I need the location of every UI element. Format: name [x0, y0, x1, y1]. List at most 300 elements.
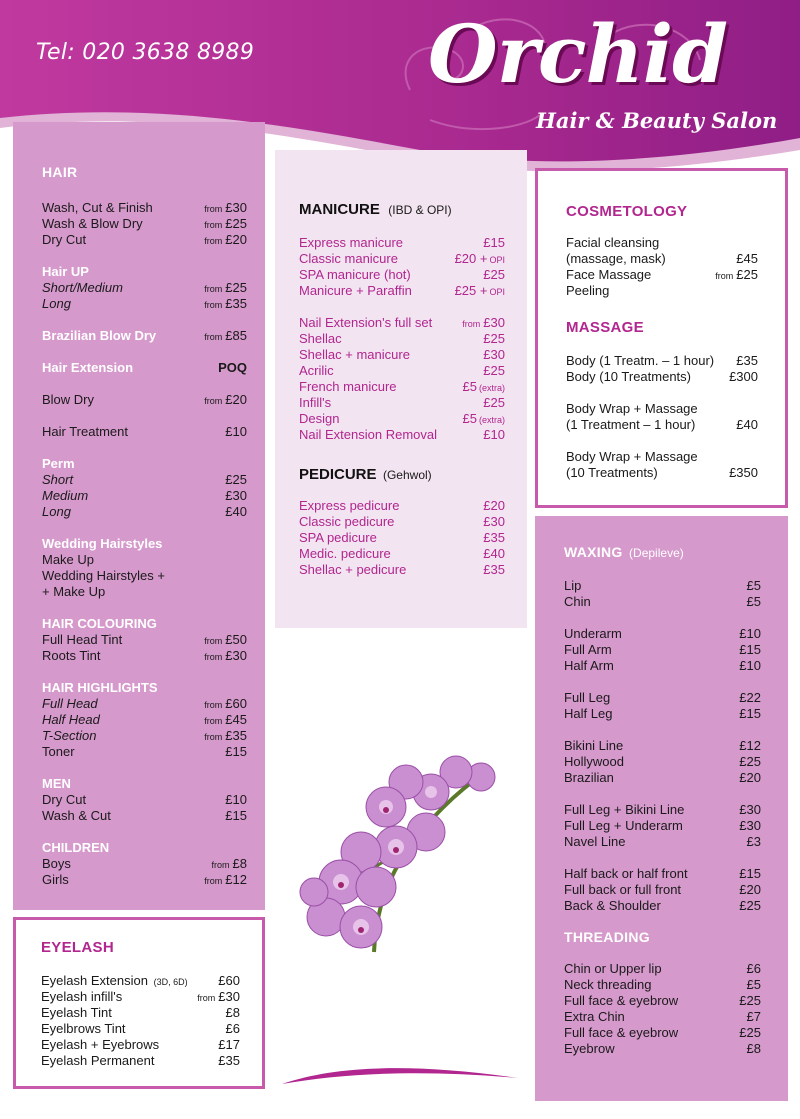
service-name: Roots Tint [42, 648, 101, 663]
price-value: £60 [225, 696, 247, 711]
massage-title: MASSAGE [566, 319, 644, 336]
price-value: £35 [736, 353, 758, 368]
price-row [42, 856, 247, 872]
service-name: Short [42, 472, 74, 487]
service-name: Eyelash Extension (3D, 6D) [41, 973, 188, 988]
service-price [739, 802, 761, 818]
spacer [42, 440, 247, 456]
price-value: £35 [483, 530, 505, 545]
price-value: £20 [739, 882, 761, 897]
price-row [299, 395, 505, 411]
price-row [299, 498, 505, 514]
service-price [739, 754, 761, 770]
price-row [41, 989, 240, 1005]
price-value: £5 [462, 411, 477, 426]
price-value: £35 [218, 1053, 240, 1068]
service-price [225, 472, 247, 488]
service-name: (massage, mask) [566, 251, 666, 266]
price-row [299, 251, 505, 267]
hair-price-list [42, 200, 247, 888]
service-price [226, 1005, 240, 1021]
price-row [564, 802, 761, 818]
pedicure-price-list [299, 498, 505, 578]
price-value: £15 [739, 642, 761, 657]
service-price [739, 882, 761, 898]
price-row [564, 642, 761, 658]
service-price [739, 770, 761, 786]
service-price [729, 465, 758, 481]
price-row [566, 235, 758, 251]
service-price [225, 424, 247, 440]
cosmetology-price-list [566, 235, 758, 299]
price-row [564, 961, 761, 977]
price-row [566, 267, 758, 283]
price-value: £30 [483, 347, 505, 362]
service-name: Half Arm [564, 658, 614, 673]
price-row [42, 872, 247, 888]
price-row [299, 562, 505, 578]
service-name: Chin [564, 594, 591, 609]
price-value: £25 [483, 331, 505, 346]
service-name: Classic pedicure [299, 514, 395, 529]
price-value: £25 [483, 267, 505, 282]
from-label: from [204, 220, 223, 230]
service-price [483, 514, 505, 530]
service-name: Infill's [299, 395, 332, 410]
price-row [564, 770, 761, 786]
price-value: £30 [739, 818, 761, 833]
price-row [42, 424, 247, 440]
manicure-title: MANICURE [299, 201, 380, 218]
service-name: Chin or Upper lip [564, 961, 662, 976]
service-price [483, 363, 505, 379]
service-name: Make Up [42, 552, 95, 567]
service-price [455, 251, 505, 268]
hair-group-title: MEN [42, 776, 71, 791]
price-value: £25 + [454, 283, 488, 298]
service-price [483, 235, 505, 251]
service-name: Eyelbrows Tint [41, 1021, 126, 1036]
price-value: £40 [225, 504, 247, 519]
price-row [564, 834, 761, 850]
service-price [463, 379, 505, 396]
price-value: £30 [225, 488, 247, 503]
service-name: Blow Dry [42, 392, 95, 407]
price-row [42, 728, 247, 744]
service-price [739, 898, 761, 914]
price-value: £5 [462, 379, 477, 394]
price-row [564, 882, 761, 898]
price-row [42, 328, 247, 344]
service-price [225, 504, 247, 520]
price-row [42, 200, 247, 216]
brand-tagline: Hair & Beauty Salon [536, 108, 778, 133]
price-row [566, 449, 758, 465]
price-value: £25 [739, 993, 761, 1008]
price-row [42, 792, 247, 808]
price-value: £5 [746, 977, 761, 992]
price-value: £10 [739, 658, 761, 673]
service-price [483, 267, 505, 283]
service-name: Acrilic [299, 363, 334, 378]
service-price [204, 632, 247, 649]
service-price [736, 417, 758, 433]
price-row [41, 1053, 240, 1069]
service-name: Medium [42, 488, 89, 503]
price-row [42, 648, 247, 664]
price-row [564, 818, 761, 834]
service-name: Girls [42, 872, 69, 887]
price-row [564, 993, 761, 1009]
price-row [299, 427, 505, 443]
service-name: Shellac + pedicure [299, 562, 407, 577]
spacer [566, 433, 758, 449]
service-price [747, 578, 761, 594]
price-row [564, 706, 761, 722]
service-price [197, 989, 240, 1006]
spacer [566, 385, 758, 401]
service-price [729, 369, 758, 385]
price-row [42, 584, 247, 600]
price-value: £25 [483, 395, 505, 410]
service-price [204, 872, 247, 889]
service-name: Design [299, 411, 340, 426]
service-price [225, 808, 247, 824]
price-value: £50 [225, 632, 247, 647]
service-note: (3D, 6D) [153, 977, 188, 987]
spacer [42, 824, 247, 840]
price-value: £45 [225, 712, 247, 727]
price-value: £30 [218, 989, 240, 1004]
price-value: £10 [483, 427, 505, 442]
price-value: £12 [225, 872, 247, 887]
service-name: Eyelash infill's [41, 989, 123, 1004]
service-name: Body Wrap + Massage [566, 401, 698, 416]
service-price [739, 706, 761, 722]
service-price [483, 530, 505, 546]
price-row [299, 514, 505, 530]
service-name: Short/Medium [42, 280, 123, 295]
price-value: £30 [225, 200, 247, 215]
pedicure-heading [299, 466, 505, 484]
service-name: Manicure + Paraffin [299, 283, 412, 298]
price-row [42, 232, 247, 248]
price-value: £20 [225, 232, 247, 247]
price-row [42, 472, 247, 488]
service-name: Wash & Blow Dry [42, 216, 143, 231]
service-price [739, 658, 761, 674]
service-name: Full back or full front [564, 882, 682, 897]
service-price [483, 498, 505, 514]
service-price [739, 626, 761, 642]
price-row [42, 696, 247, 712]
service-name: Dry Cut [42, 232, 87, 247]
price-value: £10 [225, 792, 247, 807]
price-row [42, 504, 247, 520]
service-name: Underarm [564, 626, 622, 641]
price-row [566, 251, 758, 267]
from-label: from [204, 204, 223, 214]
service-name: (1 Treatment – 1 hour) [566, 417, 696, 432]
service-price [747, 961, 761, 977]
price-row [299, 267, 505, 283]
price-row [564, 658, 761, 674]
price-row [41, 973, 240, 989]
service-price [218, 1037, 240, 1053]
price-value: £5 [746, 594, 761, 609]
price-row [299, 379, 505, 395]
service-price [483, 427, 505, 443]
from-label: from [204, 652, 223, 662]
service-price [747, 1041, 761, 1057]
price-row [566, 369, 758, 385]
price-note: OPI [489, 287, 505, 297]
service-name: SPA manicure (hot) [299, 267, 411, 282]
service-price [739, 738, 761, 754]
service-name: Peeling [566, 283, 610, 298]
price-row [42, 216, 247, 232]
threading-title: THREADING [564, 929, 650, 945]
service-name: Express manicure [299, 235, 404, 250]
price-value: £35 [483, 562, 505, 577]
price-value: £10 [739, 626, 761, 641]
service-price [212, 856, 247, 873]
service-name: Full Leg [564, 690, 611, 705]
manicure-price-list [299, 235, 505, 443]
price-value: £20 + [454, 251, 488, 266]
price-row [299, 283, 505, 299]
service-name: Wash & Cut [42, 808, 111, 823]
service-name: (10 Treatments) [566, 465, 658, 480]
price-note: (extra) [478, 383, 505, 393]
price-value: £35 [225, 728, 247, 743]
price-row [41, 1005, 240, 1021]
price-row [42, 568, 247, 584]
price-value: £20 [739, 770, 761, 785]
threading-price-list [564, 961, 761, 1057]
service-name: Body Wrap + Massage [566, 449, 698, 464]
price-row [42, 280, 247, 296]
price-row [42, 296, 247, 312]
service-name: Full Leg + Underarm [564, 818, 683, 833]
from-label: from [204, 396, 223, 406]
service-price [204, 648, 247, 665]
price-value: £6 [225, 1021, 240, 1036]
price-value: £3 [746, 834, 761, 849]
service-name: Back & Shoulder [564, 898, 661, 913]
price-value: £7 [746, 1009, 761, 1024]
price-row [42, 392, 247, 408]
service-name: Brazilian Blow Dry [42, 328, 157, 343]
price-note: OPI [489, 255, 505, 265]
eyelash-title: EYELASH [41, 939, 114, 956]
price-row [564, 594, 761, 610]
hair-panel [13, 122, 265, 910]
service-price [483, 347, 505, 363]
spacer [564, 674, 761, 690]
price-row [299, 331, 505, 347]
from-label: from [204, 636, 223, 646]
service-price [218, 1053, 240, 1069]
service-price [455, 283, 505, 300]
price-value: £25 [225, 472, 247, 487]
price-row [299, 411, 505, 427]
service-price [747, 834, 761, 850]
from-label: from [462, 319, 481, 329]
price-row [566, 417, 758, 433]
service-price [204, 200, 247, 217]
service-name: Body (1 Treatm. – 1 hour) [566, 353, 715, 368]
spacer [42, 376, 247, 392]
service-name: Wash, Cut & Finish [42, 200, 153, 215]
from-label: from [197, 993, 216, 1003]
spacer [564, 850, 761, 866]
decorative-swoosh [280, 1062, 520, 1088]
service-price [736, 251, 758, 267]
price-row [299, 546, 505, 562]
service-name: Neck threading [564, 977, 652, 992]
service-price [204, 728, 247, 745]
service-name: Full Arm [564, 642, 612, 657]
service-name: T-Section [42, 728, 97, 743]
price-row [566, 401, 758, 417]
service-price [715, 267, 758, 284]
from-label: from [715, 271, 734, 281]
price-row [42, 744, 247, 760]
service-name: Boys [42, 856, 71, 871]
service-name: Classic manicure [299, 251, 398, 266]
service-price [739, 1025, 761, 1041]
service-name: Full Head [42, 696, 98, 711]
orchid-flower-illustration [286, 752, 501, 957]
spacer [42, 664, 247, 680]
service-price [225, 792, 247, 808]
price-value: £17 [218, 1037, 240, 1052]
spacer [42, 760, 247, 776]
hair-group-title: Perm [42, 456, 75, 471]
price-value: £30 [225, 648, 247, 663]
service-name: + Make Up [42, 584, 106, 599]
from-label: from [204, 332, 223, 342]
price-row [299, 347, 505, 363]
price-row [564, 738, 761, 754]
service-name: Face Massage [566, 267, 652, 282]
service-name: Long [42, 296, 71, 311]
price-value: £12 [739, 738, 761, 753]
price-row [42, 488, 247, 504]
price-value: £25 [736, 267, 758, 282]
price-row [42, 808, 247, 824]
service-name: Medic. pedicure [299, 546, 391, 561]
spacer [564, 786, 761, 802]
price-value: £25 [739, 898, 761, 913]
service-name: Facial cleansing [566, 235, 660, 250]
price-value: £5 [746, 578, 761, 593]
price-row [42, 360, 247, 376]
price-value: £40 [736, 417, 758, 432]
service-price [226, 1021, 240, 1037]
price-row [564, 578, 761, 594]
service-price [204, 712, 247, 729]
service-price [218, 973, 240, 989]
service-price [462, 315, 505, 332]
service-price [736, 353, 758, 369]
brand-logo-text: Orchid [428, 7, 728, 101]
price-note: (extra) [478, 415, 505, 425]
price-value: POQ [218, 360, 247, 375]
service-price [483, 395, 505, 411]
price-value: £60 [218, 973, 240, 988]
price-value: £40 [483, 546, 505, 561]
price-row [299, 363, 505, 379]
price-value: £35 [225, 296, 247, 311]
eyelash-price-list [41, 973, 240, 1069]
price-value: £25 [483, 363, 505, 378]
service-name: Hair Treatment [42, 424, 128, 439]
service-name: Shellac [299, 331, 342, 346]
price-row [566, 353, 758, 369]
spacer [564, 610, 761, 626]
service-price [225, 488, 247, 504]
price-value: £15 [739, 866, 761, 881]
price-row [564, 1025, 761, 1041]
pedicure-title: PEDICURE [299, 466, 377, 483]
cosmetology-massage-panel [535, 168, 788, 508]
service-name: Wedding Hairstyles + [42, 568, 165, 583]
waxing-title: WAXING [564, 544, 623, 560]
from-label: from [204, 876, 223, 886]
price-value: £45 [736, 251, 758, 266]
price-value: £15 [483, 235, 505, 250]
service-name: Lip [564, 578, 582, 593]
price-row [564, 977, 761, 993]
service-price [204, 696, 247, 713]
service-name: Hollywood [564, 754, 624, 769]
service-name: Full Leg + Bikini Line [564, 802, 685, 817]
hair-group-title: CHILDREN [42, 840, 110, 855]
service-price [747, 594, 761, 610]
cosmetology-title: COSMETOLOGY [566, 203, 688, 220]
service-name: Half Head [42, 712, 100, 727]
service-name: Full Head Tint [42, 632, 123, 647]
service-name: French manicure [299, 379, 397, 394]
price-row [564, 1041, 761, 1057]
service-price [204, 328, 247, 345]
service-name: SPA pedicure [299, 530, 377, 545]
hair-title: HAIR [42, 164, 78, 180]
price-row [42, 712, 247, 728]
manicure-subtitle: (IBD & OPI) [388, 203, 452, 217]
price-value: £20 [483, 498, 505, 513]
from-label: from [204, 236, 223, 246]
price-value: £30 [483, 514, 505, 529]
service-name: Shellac + manicure [299, 347, 410, 362]
service-name: Half Leg [564, 706, 613, 721]
price-value: £30 [739, 802, 761, 817]
service-price [225, 744, 247, 760]
hair-group-title: HAIR COLOURING [42, 616, 157, 631]
spacer [564, 722, 761, 738]
price-row [564, 898, 761, 914]
waxing-heading [564, 544, 761, 562]
service-name: Hair Extension [42, 360, 134, 375]
service-price [204, 280, 247, 297]
service-name: Full face & eyebrow [564, 1025, 679, 1040]
price-value: £15 [739, 706, 761, 721]
service-price [204, 232, 247, 249]
service-name: Nail Extension Removal [299, 427, 438, 442]
price-value: £10 [225, 424, 247, 439]
